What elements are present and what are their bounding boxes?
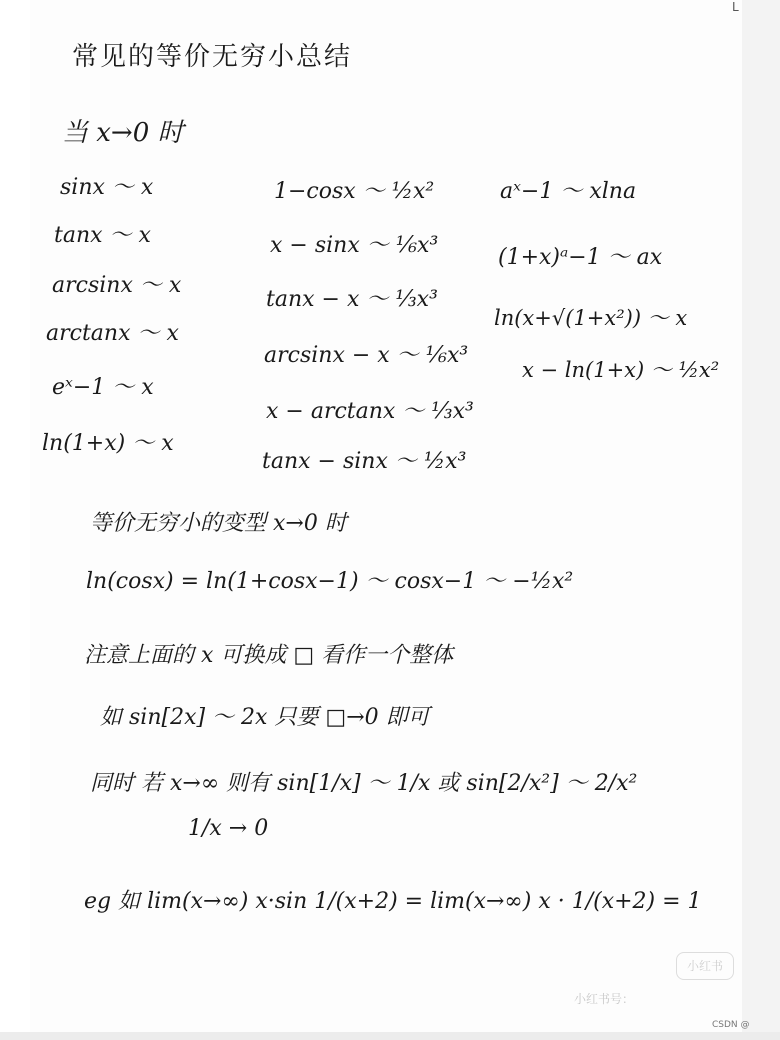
formula-c2-3: tanx − x ～ ⅓x³ [266,287,438,312]
page-title: 常见的等价无穷小总结 [72,42,353,72]
formula-c3-1: aˣ−1 ～ xlna [500,179,637,204]
condition-heading: 当 x→0 时 [62,118,184,148]
formula-c2-2: x − sinx ～ ⅙x³ [270,233,439,258]
note-line: 注意上面的 x 可换成 □ 看作一个整体 [84,643,454,668]
formula-c2-1: 1−cosx ～ ½x² [274,179,435,204]
infinity-line: 同时 若 x→∞ 则有 sin[1/x] ～ 1/x 或 sin[2/x²] ～ 2/x² [90,771,638,796]
formula-c1-5: eˣ−1 ～ x [52,375,154,400]
formula-c2-6: tanx − sinx ～ ½x³ [262,449,467,474]
formula-c1-4: arctanx ～ x [46,321,179,346]
deform-heading: 等价无穷小的变型 x→0 时 [90,511,347,536]
page-edge [742,0,780,1040]
formula-c2-5: x − arctanx ～ ⅓x³ [266,399,474,424]
formula-c1-1: sinx ～ x [60,175,154,200]
csdn-mark: CSDN @ [712,1020,750,1030]
corner-mark: L [732,0,739,14]
deform-formula: ln(cosx) = ln(1+cosx−1) ～ cosx−1 ～ −½x² [86,569,574,594]
formula-c1-2: tanx ～ x [54,223,151,248]
infinity-subline: 1/x → 0 [188,816,269,841]
watermark-id: 小红书号： [574,992,635,1006]
formula-c3-2: (1+x)ᵃ−1 ～ ax [498,245,663,270]
formula-c1-6: ln(1+x) ～ x [42,431,174,456]
bottom-strip [0,1032,780,1040]
formula-c3-3: ln(x+√(1+x²)) ～ x [494,306,688,330]
eg-line: eg 如 lim(x→∞) x·sin 1/(x+2) = lim(x→∞) x · 1/(x+2) = 1 [84,889,702,914]
watermark-badge: 小红书 [676,952,734,980]
formula-c1-3: arcsinx ～ x [52,273,182,298]
formula-c3-4: x − ln(1+x) ～ ½x² [522,358,720,382]
example-line: 如 sin[2x] ～ 2x 只要 □→0 即可 [100,705,430,730]
formula-c2-4: arcsinx − x ～ ⅙x³ [264,343,469,368]
